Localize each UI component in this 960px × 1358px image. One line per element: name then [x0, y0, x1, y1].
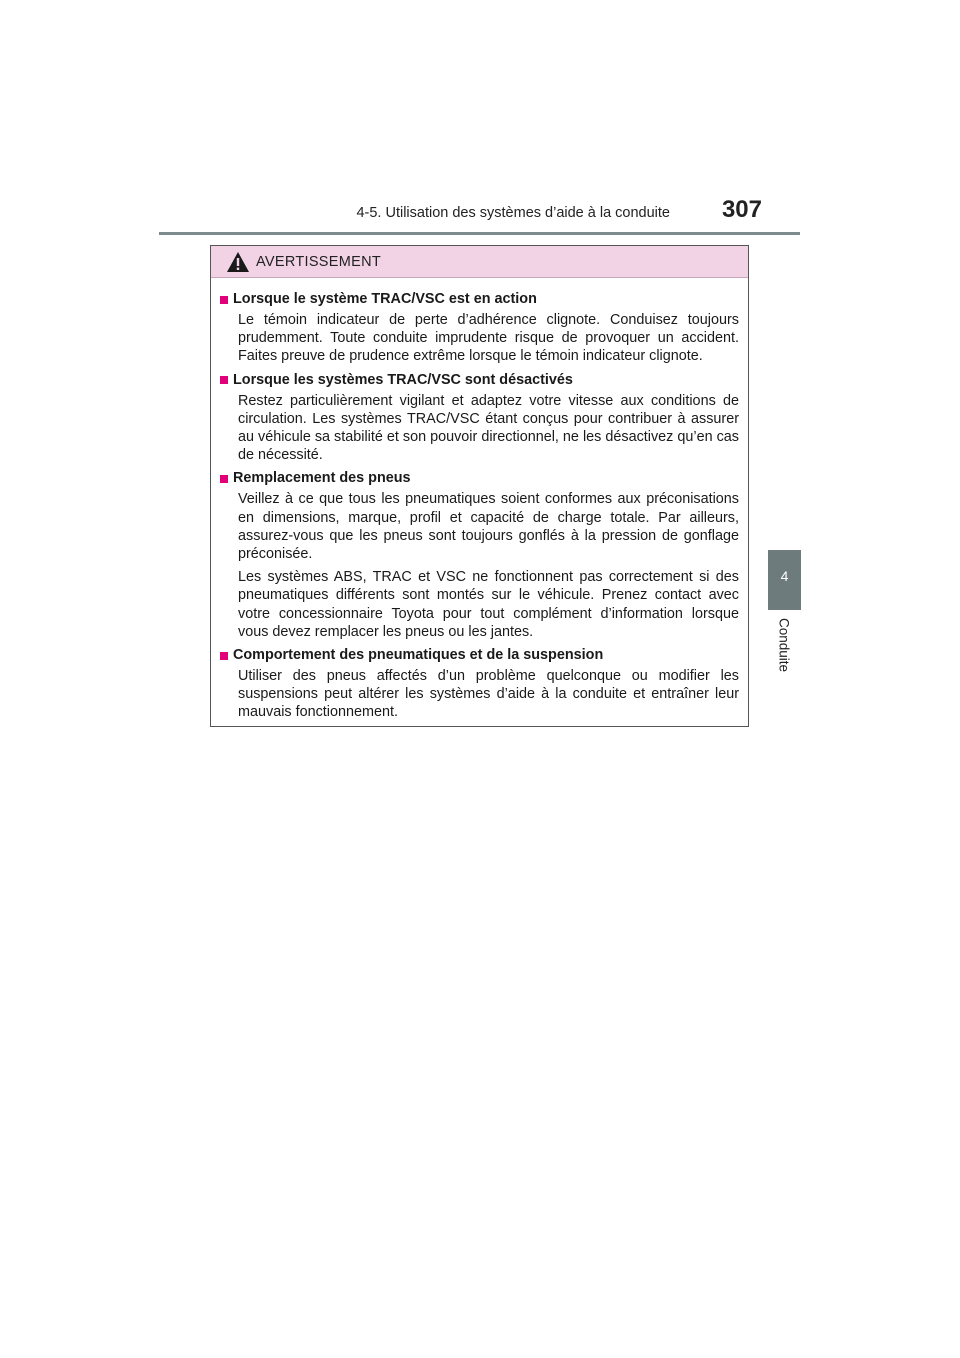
section-paragraph: Veillez à ce que tous les pneumatiques soient conformes aux préconisations en dimensions, marque, profil et capacité de charge totale. Par ailleurs, assurez-vous que les pneus sont toujours gonflés à la pression de gonflage préconisée.: [238, 491, 739, 563]
warning-triangle-icon: [226, 251, 250, 273]
warning-section: [220, 469, 739, 641]
section-title: Lorsque les systèmes TRAC/VSC sont désactivés: [233, 371, 573, 388]
warning-box: [210, 245, 749, 727]
warning-section: [220, 371, 739, 465]
section-bullet-icon: [220, 376, 228, 384]
warning-heading: [211, 246, 748, 278]
section-paragraph: Restez particulièrement vigilant et adaptez votre vitesse aux conditions de circulation. Les systèmes TRAC/VSC étant conçus pour contribuer à assurer au véhicule sa stabilité et son pouvoir directionnel, ne les désactivez qu’en cas de nécessité.: [238, 392, 739, 464]
section-bullet-icon: [220, 296, 228, 304]
section-paragraph: Utiliser des pneus affectés d’un problème quelconque ou modifier les suspensions peut altérer les systèmes d’aide à la conduite et entraîner leur mauvais fonctionnement.: [238, 668, 739, 721]
section-title: Comportement des pneumatiques et de la suspension: [233, 647, 604, 664]
page-number: 307: [721, 196, 762, 223]
section-title: Lorsque le système TRAC/VSC est en action: [233, 291, 537, 307]
section-bullet-icon: [220, 652, 228, 660]
header-section-title: 4-5. Utilisation des systèmes d’aide à la conduite: [356, 205, 670, 221]
warning-section: [220, 290, 739, 366]
section-title: Remplacement des pneus: [233, 470, 411, 487]
chapter-tab-number: 4: [780, 568, 789, 584]
warning-body: [211, 278, 748, 722]
warning-section: [220, 646, 739, 722]
header-divider: [159, 232, 800, 235]
section-paragraph: Le témoin indicateur de perte d’adhérence clignote. Conduisez toujours prudemment. Toute conduite imprudente risque de provoquer un accident. Faites preuve de prudence extrême lorsque le témoin indicateur clignote.: [238, 312, 739, 365]
chapter-tab-label: Conduite: [776, 617, 792, 673]
warning-heading-label: AVERTISSEMENT: [256, 253, 382, 270]
section-bullet-icon: [220, 475, 228, 483]
section-paragraph: Les systèmes ABS, TRAC et VSC ne fonctionnent pas correctement si des pneumatiques différents sont montés sur le véhicule. Prenez contact avec votre concessionnaire Toyota pour tout complément d’information lorsque vous devez remplacer les pneus ou les jantes.: [238, 569, 739, 640]
